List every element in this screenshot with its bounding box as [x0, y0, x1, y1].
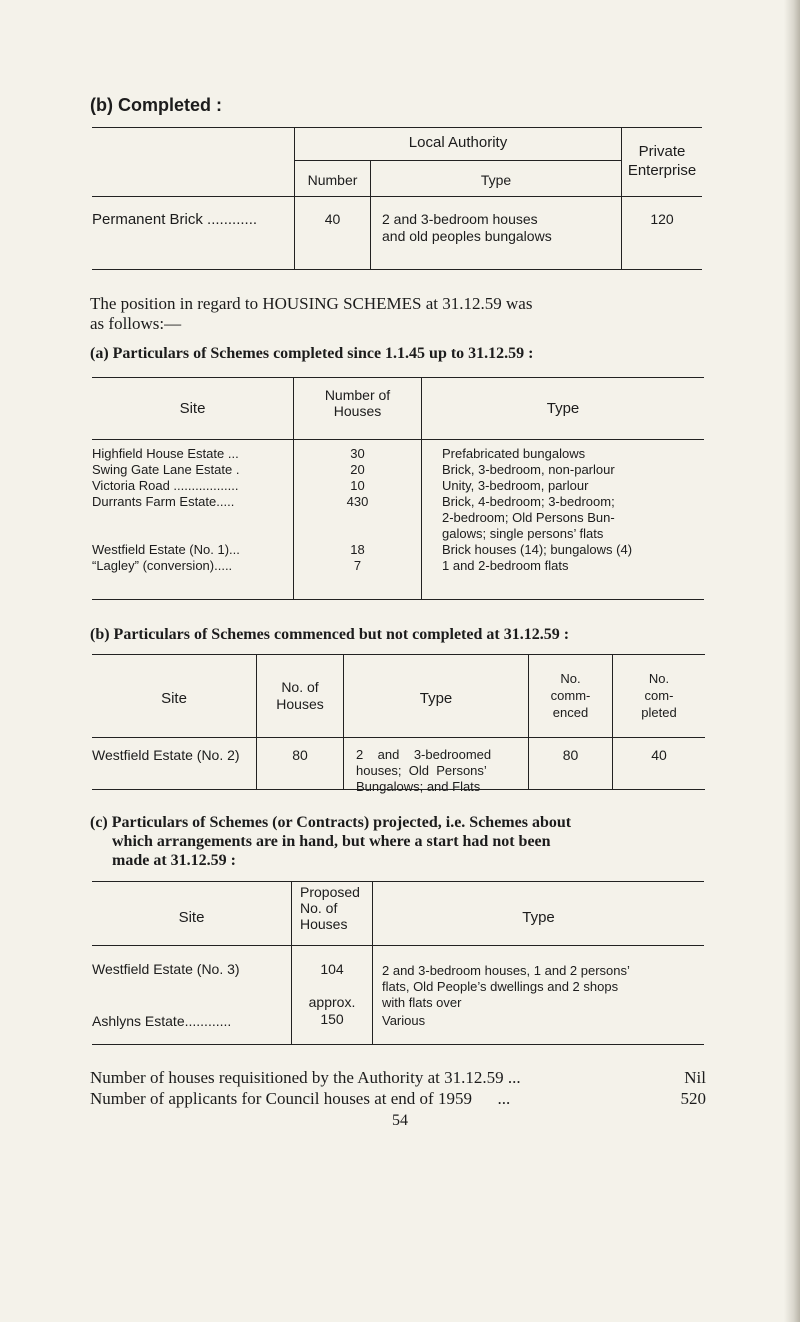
- table-b-type-line3: Bungalows; and Flats: [356, 779, 481, 794]
- page-number: 54: [392, 1112, 408, 1129]
- header-type: Type: [480, 172, 512, 188]
- table-a-type-cont: galows; single persons’ flats: [442, 526, 604, 541]
- applicants-label: Number of applicants for Council houses at end of 1959 ...: [90, 1089, 511, 1108]
- cell-type-line2: and old peoples bungalows: [382, 228, 552, 244]
- table-b-header-commenced-3: enced: [552, 705, 589, 720]
- table-c-type-line3: with flats over: [382, 995, 462, 1010]
- intro-line1: The position in regard to HOUSING SCHEMES at 31.12.59 was: [90, 294, 533, 313]
- cell-number: 40: [324, 211, 341, 227]
- requisitioned-label: Number of houses requisitioned by the Authority at 31.12.59 ...: [90, 1068, 521, 1087]
- table-a-site: Victoria Road ..................: [92, 478, 239, 493]
- table-a-site: Durrants Farm Estate.....: [92, 494, 235, 509]
- table-a-site: “Lagley” (conversion).....: [92, 558, 233, 573]
- table-b-header-commenced-1: No.: [560, 671, 581, 686]
- table-b-commenced: 80: [562, 747, 579, 763]
- table-c-site: Ashlyns Estate............: [92, 1013, 232, 1029]
- page-edge-shadow: [784, 0, 800, 1322]
- table-a-heading: (a) Particulars of Schemes completed since 1.1.45 up to 31.12.59 :: [90, 345, 534, 362]
- table-c-header-type: Type: [522, 909, 555, 926]
- table-c-heading-line3: made at 31.12.59 :: [112, 852, 236, 869]
- table-b-header-completed-3: pleted: [641, 705, 677, 720]
- table-a-header-houses-1: Number of: [324, 387, 391, 403]
- table-b-completed: 40: [651, 747, 667, 763]
- table-c-type: Various: [382, 1013, 426, 1028]
- table-b-houses: 80: [292, 747, 308, 763]
- table-a-header-type: Type: [546, 400, 580, 417]
- table-a-type-cont: 2-bedroom; Old Persons Bun-: [442, 510, 615, 525]
- table-a-houses: 430: [346, 494, 369, 509]
- intro-line2: as follows:—: [90, 314, 182, 333]
- cell-private: 120: [650, 211, 674, 227]
- table-b-header-houses-2: Houses: [276, 696, 324, 712]
- table-a-type: Unity, 3-bedroom, parlour: [442, 478, 589, 493]
- table-c-header-proposed-2: No. of: [300, 900, 338, 916]
- table-b-header-commenced-2: comm-: [550, 688, 591, 703]
- table-b-header-completed-2: com-: [644, 688, 674, 703]
- table-b-header-type: Type: [419, 690, 453, 707]
- table-c-header-proposed-3: Houses: [300, 916, 348, 932]
- cell-type-line1: 2 and 3-bedroom houses: [382, 211, 538, 227]
- table-c-heading-line1: (c) Particulars of Schemes (or Contracts) projected, i.e. Schemes about: [90, 814, 572, 831]
- table-a-houses: 10: [350, 478, 365, 493]
- table-a-site: Highfield House Estate ...: [92, 446, 239, 461]
- table-a-houses: 18: [350, 542, 365, 557]
- table-a-houses: 7: [353, 558, 362, 573]
- table-b-header-houses-1: No. of: [281, 679, 319, 695]
- table-c-type-line1: 2 and 3-bedroom houses, 1 and 2 persons’: [382, 963, 630, 978]
- table-c-heading-line2: which arrangements are in hand, but where a start had not been: [112, 833, 551, 850]
- table-c-houses: 150: [320, 1011, 344, 1027]
- table-a-site: Westfield Estate (No. 1)...: [92, 542, 240, 557]
- table-a-type: Brick, 4-bedroom; 3-bedroom;: [442, 494, 615, 509]
- table-b-type-line2: houses; Old Persons’: [356, 763, 487, 778]
- header-number: Number: [307, 172, 358, 188]
- requisitioned-value: Nil: [684, 1068, 706, 1087]
- header-local-authority: Local Authority: [408, 134, 508, 151]
- completed-heading: (b) Completed :: [90, 95, 222, 115]
- table-a-header-houses-2: Houses: [333, 403, 382, 419]
- table-a-site: Swing Gate Lane Estate .: [92, 462, 240, 477]
- table-a-type: Brick, 3-bedroom, non-parlour: [442, 462, 615, 477]
- table-a-houses: 30: [350, 446, 365, 461]
- table-b-header-completed-1: No.: [648, 671, 670, 686]
- table-b-site: Westfield Estate (No. 2): [92, 747, 240, 763]
- header-enterprise: Enterprise: [627, 162, 697, 179]
- table-c-site: Westfield Estate (No. 3): [92, 961, 240, 977]
- table-a-type: 1 and 2-bedroom flats: [442, 558, 569, 573]
- table-c-houses: 104: [320, 961, 344, 977]
- table-c-type-line2: flats, Old People’s dwellings and 2 shops: [382, 979, 619, 994]
- table-a-houses: 20: [350, 462, 365, 477]
- table-c-header-site: Site: [178, 909, 205, 926]
- table-c-houses-approx: approx.: [308, 994, 356, 1010]
- applicants-value: 520: [680, 1089, 706, 1108]
- table-c-header-proposed-1: Proposed: [300, 884, 360, 900]
- table-b-header-site: Site: [161, 690, 187, 707]
- table-a-type: Brick houses (14); bungalows (4): [442, 542, 633, 557]
- table-a-type: Prefabricated bungalows: [442, 446, 586, 461]
- table-b-heading: (b) Particulars of Schemes commenced but not completed at 31.12.59 :: [90, 626, 570, 643]
- table-b-type-line1: 2 and 3-bedroomed: [356, 747, 492, 762]
- table-a-header-site: Site: [179, 400, 206, 417]
- header-private: Private: [638, 143, 686, 160]
- row-label-permanent-brick: Permanent Brick ............: [92, 211, 258, 228]
